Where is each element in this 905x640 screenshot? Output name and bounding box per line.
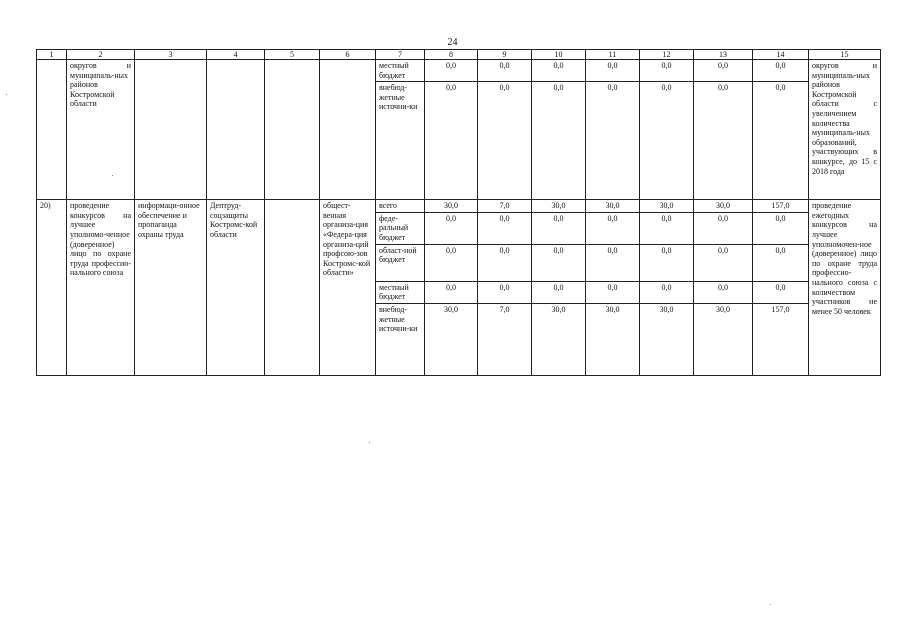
- value-cell: 30,0: [640, 303, 694, 375]
- term-cell: [265, 60, 320, 200]
- value-cell: 30,0: [425, 200, 478, 213]
- column-number: 4: [207, 50, 265, 60]
- value-cell: 0,0: [532, 82, 586, 200]
- value-cell: 0,0: [753, 244, 809, 281]
- funding-source-cell: местный бюджет: [376, 281, 425, 303]
- column-number-row: [37, 50, 881, 60]
- table-row: [37, 60, 881, 82]
- value-cell: 30,0: [694, 200, 753, 213]
- row-number: [37, 60, 67, 200]
- value-cell: 0,0: [425, 60, 478, 82]
- participant-cell: общест-венная организа-ция «Федера-ция организа-ций профсою-зов Костромс-кой области»: [320, 200, 376, 376]
- value-cell: 0,0: [586, 82, 640, 200]
- value-cell: 0,0: [640, 244, 694, 281]
- column-number: 6: [320, 50, 376, 60]
- funding-source-cell: внебюд-жетные источни-ки: [376, 82, 425, 200]
- result-cell: проведение ежегодных конкурсов на лучшее уполномочен-ное (доверенное) лицо по охране труда профессио-нального союза с количеством участников не менее 50 человек: [809, 200, 881, 376]
- value-cell: 0,0: [532, 281, 586, 303]
- value-cell: 0,0: [425, 82, 478, 200]
- scan-speck: [369, 442, 370, 443]
- value-cell: 30,0: [586, 200, 640, 213]
- value-cell: 0,0: [478, 244, 532, 281]
- column-number: 11: [586, 50, 640, 60]
- column-number: 15: [809, 50, 881, 60]
- value-cell: 30,0: [694, 303, 753, 375]
- value-cell: 0,0: [425, 244, 478, 281]
- value-cell: 0,0: [753, 212, 809, 244]
- column-number: 12: [640, 50, 694, 60]
- value-cell: 0,0: [532, 212, 586, 244]
- value-cell: 0,0: [425, 212, 478, 244]
- value-cell: 7,0: [478, 303, 532, 375]
- value-cell: 0,0: [694, 244, 753, 281]
- value-cell: 0,0: [532, 244, 586, 281]
- value-cell: 30,0: [640, 200, 694, 213]
- page-number: 24: [447, 37, 458, 48]
- activity-cell: округов и муниципаль-ных районов Костромской области: [67, 60, 135, 200]
- scan-speck: [6, 94, 7, 95]
- activity-cell: проведение конкурсов на лучшее уполномо-ченное (доверенное) лицо по охране труда профессио-нального союза: [67, 200, 135, 376]
- value-cell: 0,0: [478, 60, 532, 82]
- column-number: 9: [478, 50, 532, 60]
- value-cell: 30,0: [425, 303, 478, 375]
- column-number: 7: [376, 50, 425, 60]
- funding-source-cell: всего: [376, 200, 425, 213]
- value-cell: 0,0: [694, 82, 753, 200]
- value-cell: 0,0: [532, 60, 586, 82]
- value-cell: 7,0: [478, 200, 532, 213]
- column-number: 10: [532, 50, 586, 60]
- scan-speck: [770, 604, 771, 605]
- value-cell: 0,0: [586, 212, 640, 244]
- funding-source-cell: феде-ральный бюджет: [376, 212, 425, 244]
- value-cell: 30,0: [586, 303, 640, 375]
- column-number: 14: [753, 50, 809, 60]
- value-cell: 157,0: [753, 303, 809, 375]
- value-cell: 0,0: [478, 212, 532, 244]
- value-cell: 0,0: [640, 281, 694, 303]
- value-cell: 0,0: [753, 60, 809, 82]
- value-cell: 0,0: [694, 212, 753, 244]
- program-table: [36, 49, 881, 376]
- value-cell: 0,0: [753, 281, 809, 303]
- column-number: 8: [425, 50, 478, 60]
- task-cell: информаци-онное обеспечение и пропаганда охраны труда: [135, 200, 207, 376]
- value-cell: 0,0: [753, 82, 809, 200]
- value-cell: 0,0: [586, 244, 640, 281]
- funding-source-cell: внебюд-жетные источни-ки: [376, 303, 425, 375]
- value-cell: 0,0: [694, 60, 753, 82]
- column-number: 13: [694, 50, 753, 60]
- value-cell: 0,0: [478, 82, 532, 200]
- value-cell: 30,0: [532, 200, 586, 213]
- value-cell: 157,0: [753, 200, 809, 213]
- column-number: 2: [67, 50, 135, 60]
- value-cell: 0,0: [640, 82, 694, 200]
- table-row: [37, 200, 881, 213]
- executor-cell: Дептруд-соцзащиты Костромс-кой области: [207, 200, 265, 376]
- column-number: 5: [265, 50, 320, 60]
- executor-cell: [207, 60, 265, 200]
- value-cell: 0,0: [586, 281, 640, 303]
- scan-speck: [112, 175, 113, 176]
- row-number: 20): [37, 200, 67, 376]
- term-cell: [265, 200, 320, 376]
- participant-cell: [320, 60, 376, 200]
- value-cell: 0,0: [640, 60, 694, 82]
- value-cell: 0,0: [586, 60, 640, 82]
- value-cell: 30,0: [532, 303, 586, 375]
- task-cell: [135, 60, 207, 200]
- value-cell: 0,0: [694, 281, 753, 303]
- column-number: 3: [135, 50, 207, 60]
- column-number: 1: [37, 50, 67, 60]
- value-cell: 0,0: [640, 212, 694, 244]
- value-cell: 0,0: [478, 281, 532, 303]
- funding-source-cell: местный бюджет: [376, 60, 425, 82]
- funding-source-cell: област-ной бюджет: [376, 244, 425, 281]
- result-cell: округов и муниципаль-ных районов Костромской области с увеличением количества муниципаль-ных образований, участвующих в конкурсе, до 15 с 2018 года: [809, 60, 881, 200]
- value-cell: 0,0: [425, 281, 478, 303]
